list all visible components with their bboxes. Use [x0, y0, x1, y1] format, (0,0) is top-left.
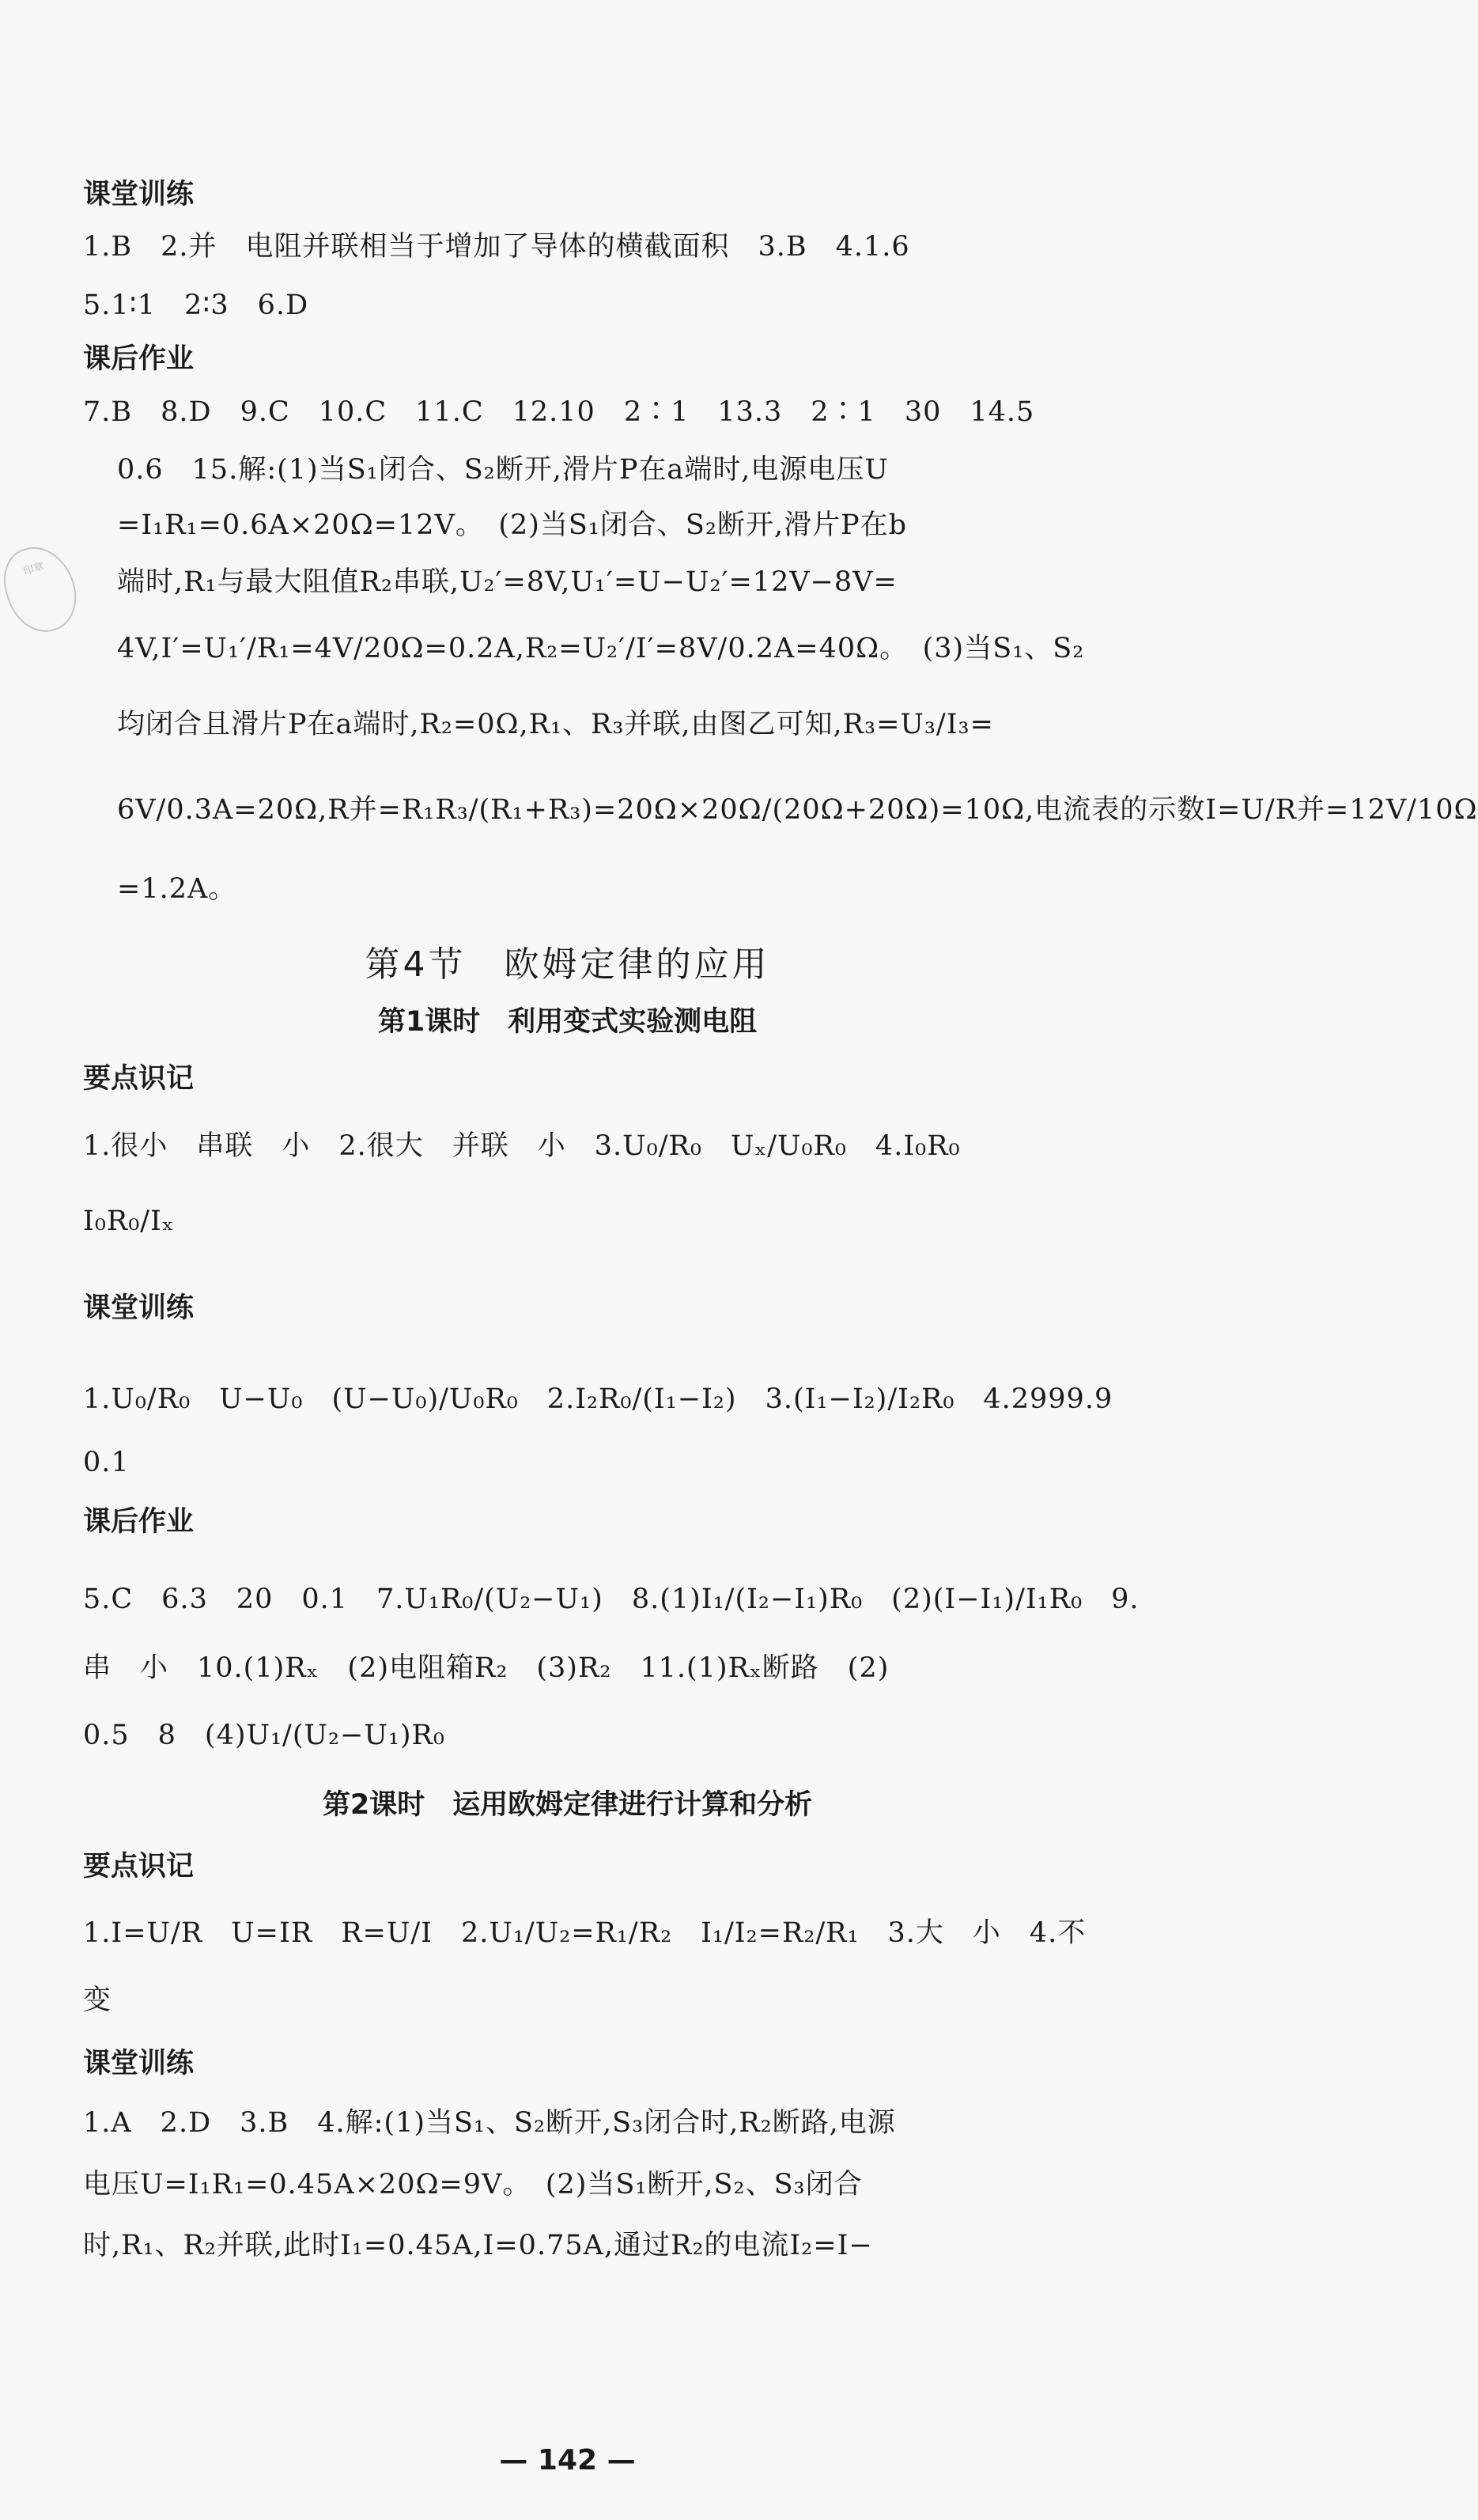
section-heading: 课后作业: [83, 343, 195, 375]
answer-line: 1.U₀/R₀ U−U₀ (U−U₀)/U₀R₀ 2.I₂R₀/(I₁−I₂) 3.(I₁−I₂)/I₂R₀ 4.2999.9: [83, 1383, 1113, 1415]
answer-line: 1.B 2.并 电阻并联相当于增加了导体的横截面积 3.B 4.1.6: [83, 231, 910, 263]
lesson-subtitle: 第1课时 利用变式实验测电阻: [377, 1006, 758, 1038]
answer-line: 6V/0.3A=20Ω,R并=R₁R₃/(R₁+R₃)=20Ω×20Ω/(20Ω+20Ω)=10Ω,电流表的示数I=U/R并=12V/10Ω: [117, 794, 1478, 826]
answer-line: 1.I=U/R U=IR R=U/I 2.U₁/U₂=R₁/R₂ I₁/I₂=R₂/R₁ 3.大 小 4.不: [83, 1917, 1087, 1949]
answer-line: 均闭合且滑片P在a端时,R₂=0Ω,R₁、R₃并联,由图乙可知,R₃=U₃/I₃=: [117, 709, 994, 740]
section-heading: 课堂训练: [83, 179, 195, 210]
answer-line: 7.B 8.D 9.C 10.C 11.C 12.10 2∶1 13.3 2∶1 30 14.5: [83, 396, 1035, 428]
answer-line: 电压U=I₁R₁=0.45A×20Ω=9V。 (2)当S₁断开,S₂、S₃闭合: [83, 2169, 863, 2200]
section-heading: 课堂训练: [83, 2048, 195, 2079]
answer-line: 0.1: [83, 1447, 130, 1478]
answer-line: 变: [83, 1985, 112, 2016]
answer-line: =1.2A。: [117, 873, 237, 905]
section-heading: 课堂训练: [83, 1292, 195, 1324]
answer-line: 串 小 10.(1)Rₓ (2)电阻箱R₂ (3)R₂ 11.(1)Rₓ断路 (2): [83, 1652, 890, 1684]
library-stamp: 印章: [0, 537, 86, 641]
answer-line: 5.1∶1 2∶3 6.D: [83, 289, 309, 321]
page-number: — 142 —: [499, 2444, 636, 2476]
answer-line: 1.很小 串联 小 2.很大 并联 小 3.U₀/R₀ Uₓ/U₀R₀ 4.I₀R₀: [83, 1130, 961, 1162]
section-heading: 要点识记: [83, 1851, 195, 1882]
answer-line: 时,R₁、R₂并联,此时I₁=0.45A,I=0.75A,通过R₂的电流I₂=I−: [83, 2230, 873, 2261]
answer-line: 端时,R₁与最大阻值R₂串联,U₂′=8V,U₁′=U−U₂′=12V−8V=: [117, 566, 898, 598]
answer-line: 4V,I′=U₁′/R₁=4V/20Ω=0.2A,R₂=U₂′/I′=8V/0.2A=40Ω。 (3)当S₁、S₂: [117, 633, 1085, 664]
section-title: 第4节 欧姆定律的应用: [365, 944, 770, 985]
section-heading: 课后作业: [83, 1506, 195, 1538]
answer-line: I₀R₀/Iₓ: [83, 1205, 175, 1237]
answer-line: 5.C 6.3 20 0.1 7.U₁R₀/(U₂−U₁) 8.(1)I₁/(I₂−I₁)R₀ (2)(I−I₁)/I₁R₀ 9.: [83, 1584, 1140, 1615]
answer-line: 1.A 2.D 3.B 4.解:(1)当S₁、S₂断开,S₃闭合时,R₂断路,电源: [83, 2107, 896, 2139]
lesson-subtitle: 第2课时 运用欧姆定律进行计算和分析: [322, 1789, 813, 1821]
answer-line: 0.6 15.解:(1)当S₁闭合、S₂断开,滑片P在a端时,电源电压U: [117, 454, 889, 486]
section-heading: 要点识记: [83, 1063, 195, 1095]
answer-line: 0.5 8 (4)U₁/(U₂−U₁)R₀: [83, 1720, 445, 1751]
answer-line: =I₁R₁=0.6A×20Ω=12V。 (2)当S₁闭合、S₂断开,滑片P在b: [117, 509, 908, 541]
